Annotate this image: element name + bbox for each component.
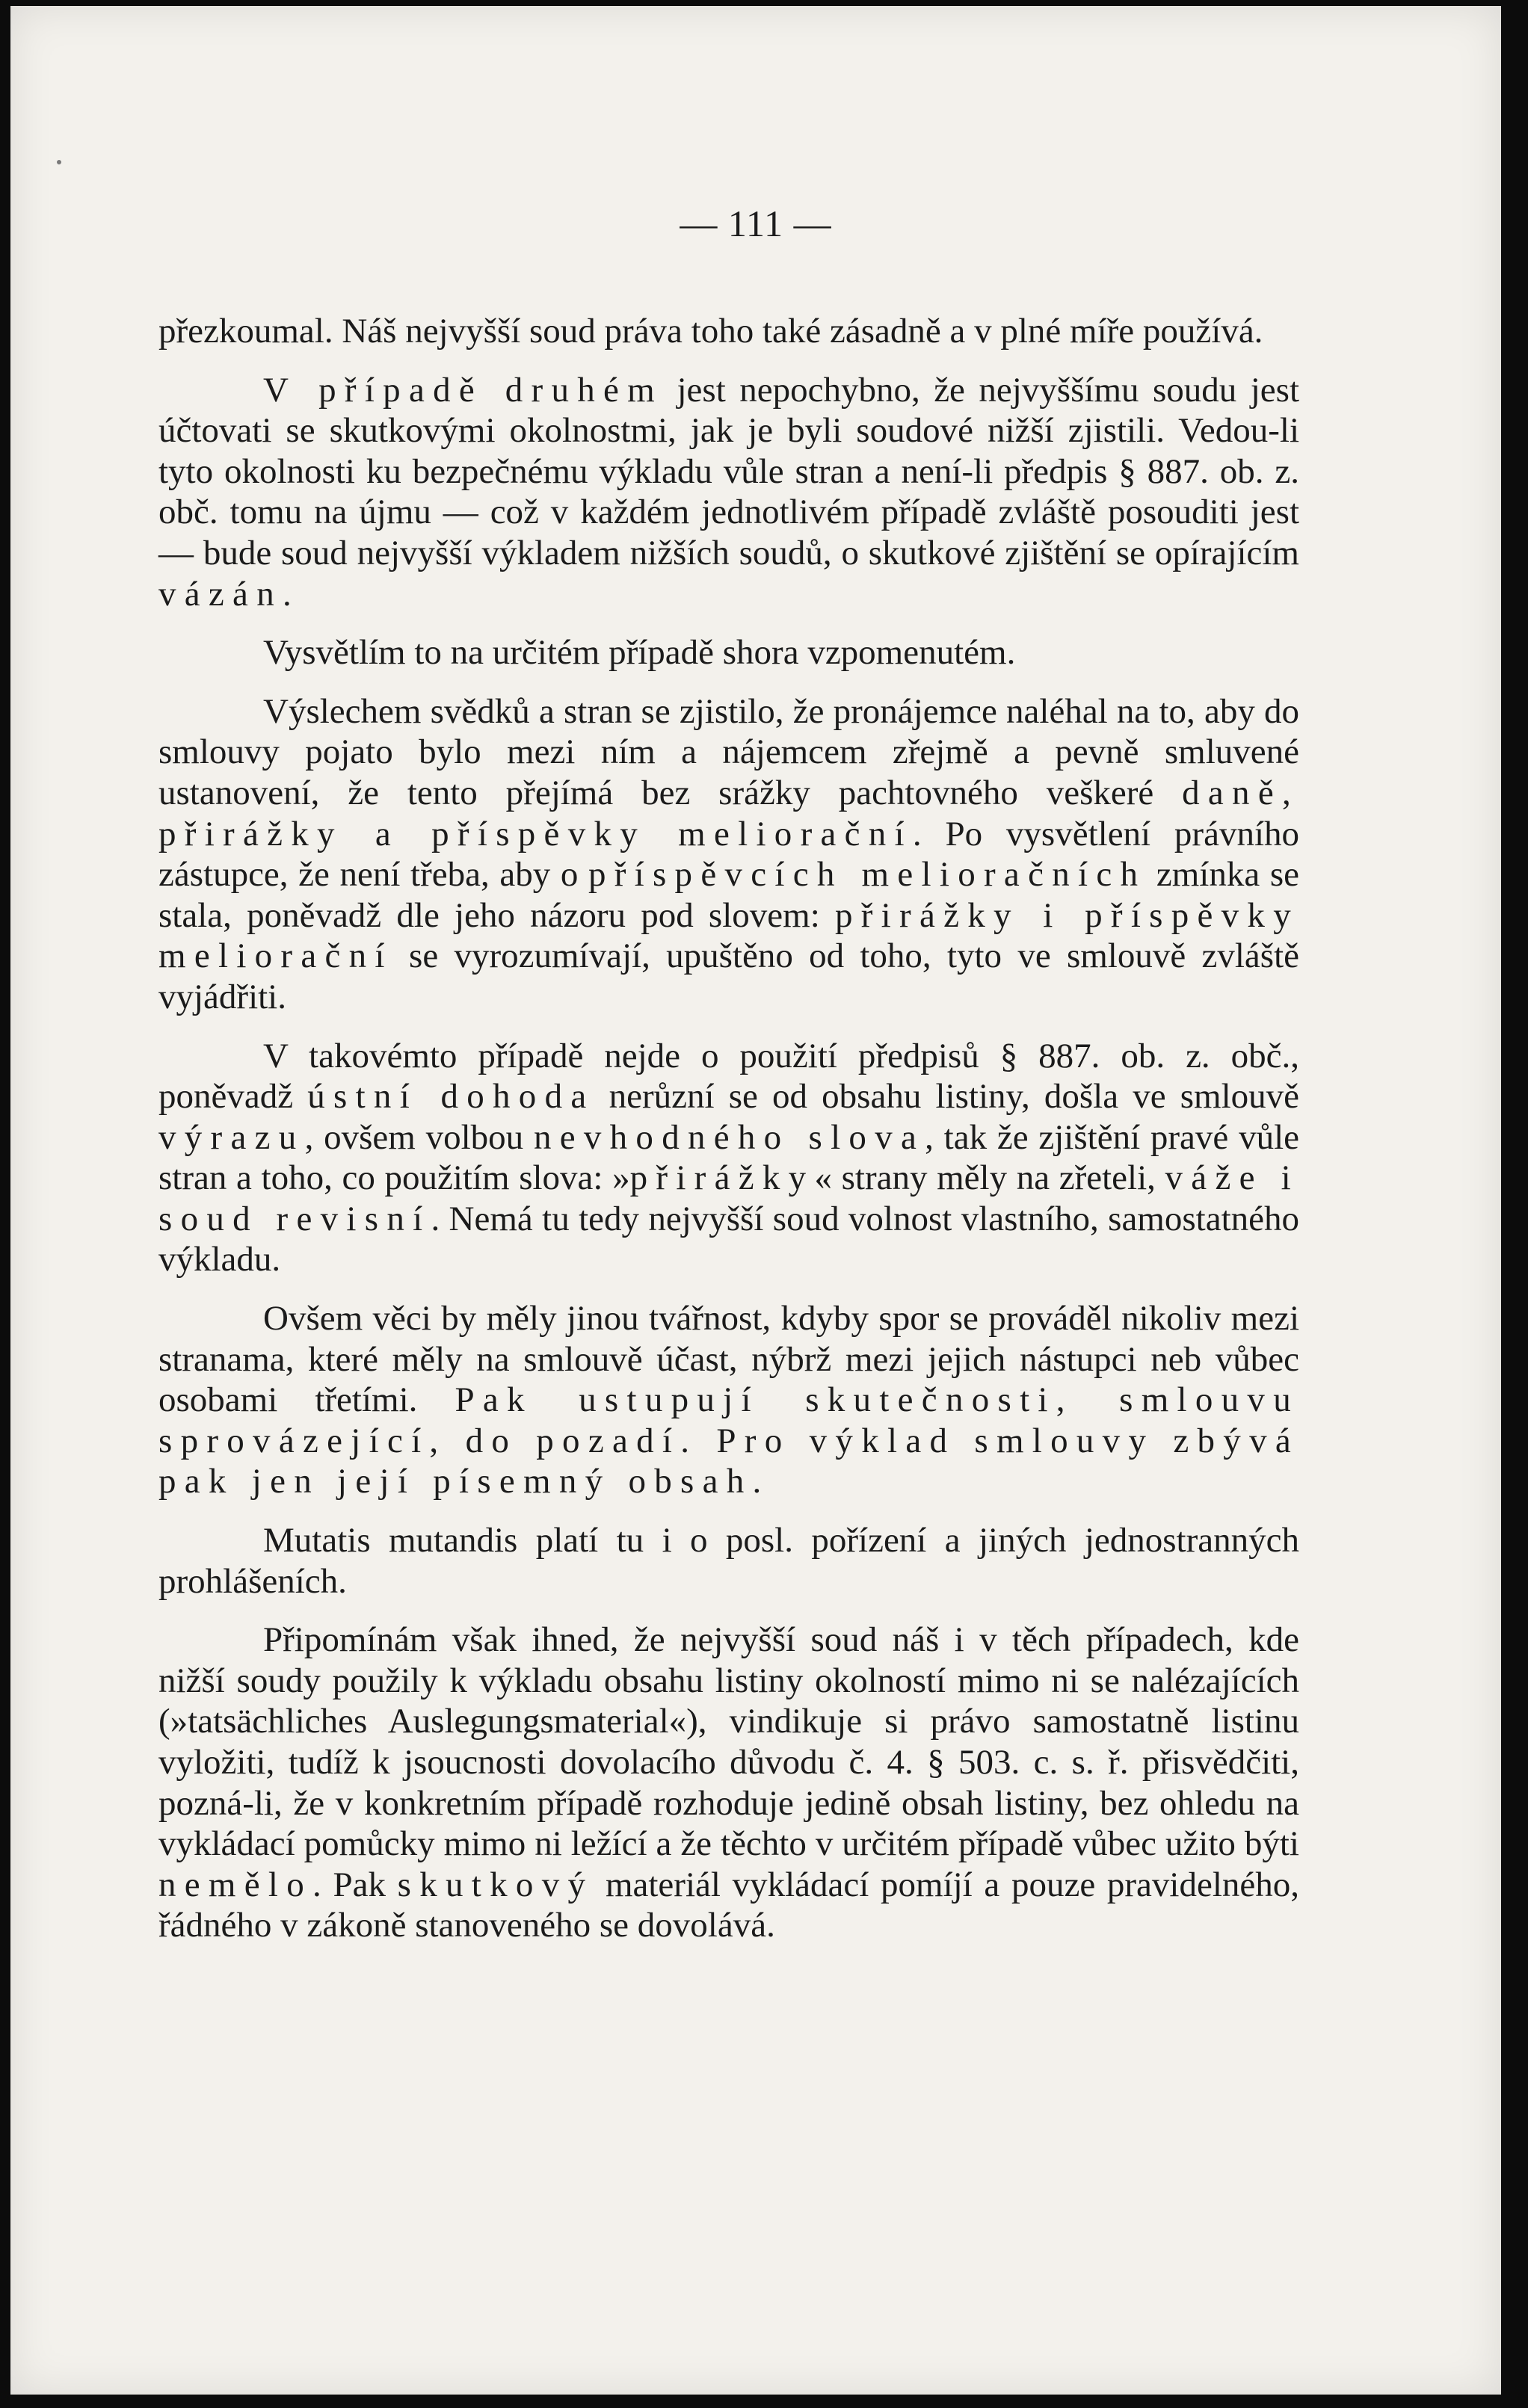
text-run: Výslechem svědků a stran se zjistilo, že pronájemce naléhal na to, aby do smlouvy pojato bylo mezi ním a nájemcem zřejmě a pevně smluvené ustanovení, že tento přejímá bez srážky pachtovného veškeré xyxy=(158,691,1299,812)
text-run: Mutatis mutandis platí tu i o posl. pořízení a jiných jednostranných prohlášeních. xyxy=(158,1521,1299,1601)
text-run: zmínka se stala, poněvadž dle jeho názoru pod slovem: xyxy=(158,855,1299,935)
text-run: . Po vysvětlení právního zástupce, že není třeba, aby o xyxy=(158,814,1299,895)
paragraph xyxy=(158,370,1299,615)
scan-speck xyxy=(57,160,61,164)
text-run: Připomínám však ihned, že nejvyšší soud náš i v těch případech, kde nižší soudy použily k výkladu obsahu listiny okolností mimo ni se nalézajících (»tatsächliches Auslegungsmaterial«), vindikuje si právo samostatně listinu vyložiti, tudíž k jsoucnosti dovolacího důvodu č. 4. § 503. c. s. ř. přisvědčiti, pozná-li, že v konkretním případě rozhoduje jedině obsah listiny, bez ohledu na vykládací pomůcky mimo ni ležící a že těchto v určitém případě vůbec užito býti xyxy=(158,1620,1299,1864)
text-run: . xyxy=(282,574,292,614)
text-run: « strany měly na zřeteli, xyxy=(814,1158,1165,1198)
spaced-emphasis-text: přirážky xyxy=(629,1158,815,1198)
paragraph xyxy=(158,691,1299,1018)
spaced-emphasis-text: nevhodného slova xyxy=(533,1117,925,1157)
paragraph xyxy=(158,1620,1299,1946)
text-run: jest nepochybno, že nejvyššímu soudu jest účtovati se skutkovými okolnostmi, jak je byli soudové nižší zjistili. Vedou-li tyto okolnosti ku bezpečnému výkladu vůle stran a není-li předpis § 887. ob. z. obč. tomu na újmu — což v každém jednotlivém případě zvláště posouditi jest — bude soud nejvyšší výkladem nižších soudů, o skutkové zjištění se opírajícím xyxy=(158,370,1300,572)
spaced-emphasis-text: skutkový xyxy=(397,1865,594,1904)
paragraph xyxy=(158,311,1299,352)
paragraph xyxy=(158,1036,1299,1281)
spaced-emphasis-text: Pak ustupují skutečnosti, smlouvu sprovázející, do pozadí. Pro výklad smlouvy zbývá pak jen její písemný obsah xyxy=(158,1380,1299,1501)
page-number: — 111 — xyxy=(680,203,832,244)
text-run: , tak že zjištění pravé vůle stran a toho, co použitím slova: » xyxy=(158,1117,1299,1198)
text-run: Vysvětlím to na určitém případě shora vzpomenutém. xyxy=(263,633,1016,673)
paragraph xyxy=(158,1520,1299,1602)
text-run: se vyrozumívají, upuštěno od toho, tyto ve smlouvě zvláště vyjádřiti. xyxy=(158,936,1299,1016)
text-run: . Pak xyxy=(312,1865,398,1904)
text-run: , ovšem volbou xyxy=(304,1117,534,1157)
spaced-emphasis-text: vázán xyxy=(158,574,283,614)
text-run: . Nemá tu tedy nejvyšší soud volnost vlastního, samostatného výkladu. xyxy=(158,1199,1299,1279)
text-run: nerůzní se od obsahu listiny, došla ve smlouvě xyxy=(594,1077,1299,1117)
spaced-emphasis-text: přirážky i příspěvky meliorační xyxy=(158,895,1299,976)
spaced-emphasis-text: ústní dohoda xyxy=(307,1077,595,1117)
text-run: Ovšem věci by měly jinou tvářnost, kdyby spor se prováděl nikoliv mezi stranama, které měly na smlouvě účast, nýbrž mezi jejich nástupci neb vůbec osobami třetími. xyxy=(158,1299,1299,1420)
spaced-emphasis-text: V případě druhém xyxy=(263,370,664,410)
spaced-emphasis-text: nemělo xyxy=(158,1865,313,1904)
book-page xyxy=(10,6,1501,2395)
paragraph xyxy=(158,632,1299,673)
spaced-emphasis-text: váže i soud revisní xyxy=(158,1158,1299,1238)
spaced-emphasis-text: daně, přirážky a příspěvky meliorační xyxy=(158,773,1299,853)
spaced-emphasis-text: výrazu xyxy=(158,1117,305,1157)
body-text xyxy=(158,311,1299,1964)
spaced-emphasis-text: příspěvcích melioračních xyxy=(588,855,1147,895)
text-run: materiál vykládací pomíjí a pouze pravidelného, řádného v zákoně stanoveného se dovolává. xyxy=(158,1865,1299,1945)
text-run: přezkoumal. Náš nejvyšší soud práva toho také zásadně a v plné míře používá. xyxy=(158,312,1263,351)
text-run: . xyxy=(752,1462,762,1501)
paragraph xyxy=(158,1298,1299,1502)
text-run: V takovémto případě nejde o použití předpisů § 887. ob. z. obč., poněvadž xyxy=(158,1036,1299,1117)
